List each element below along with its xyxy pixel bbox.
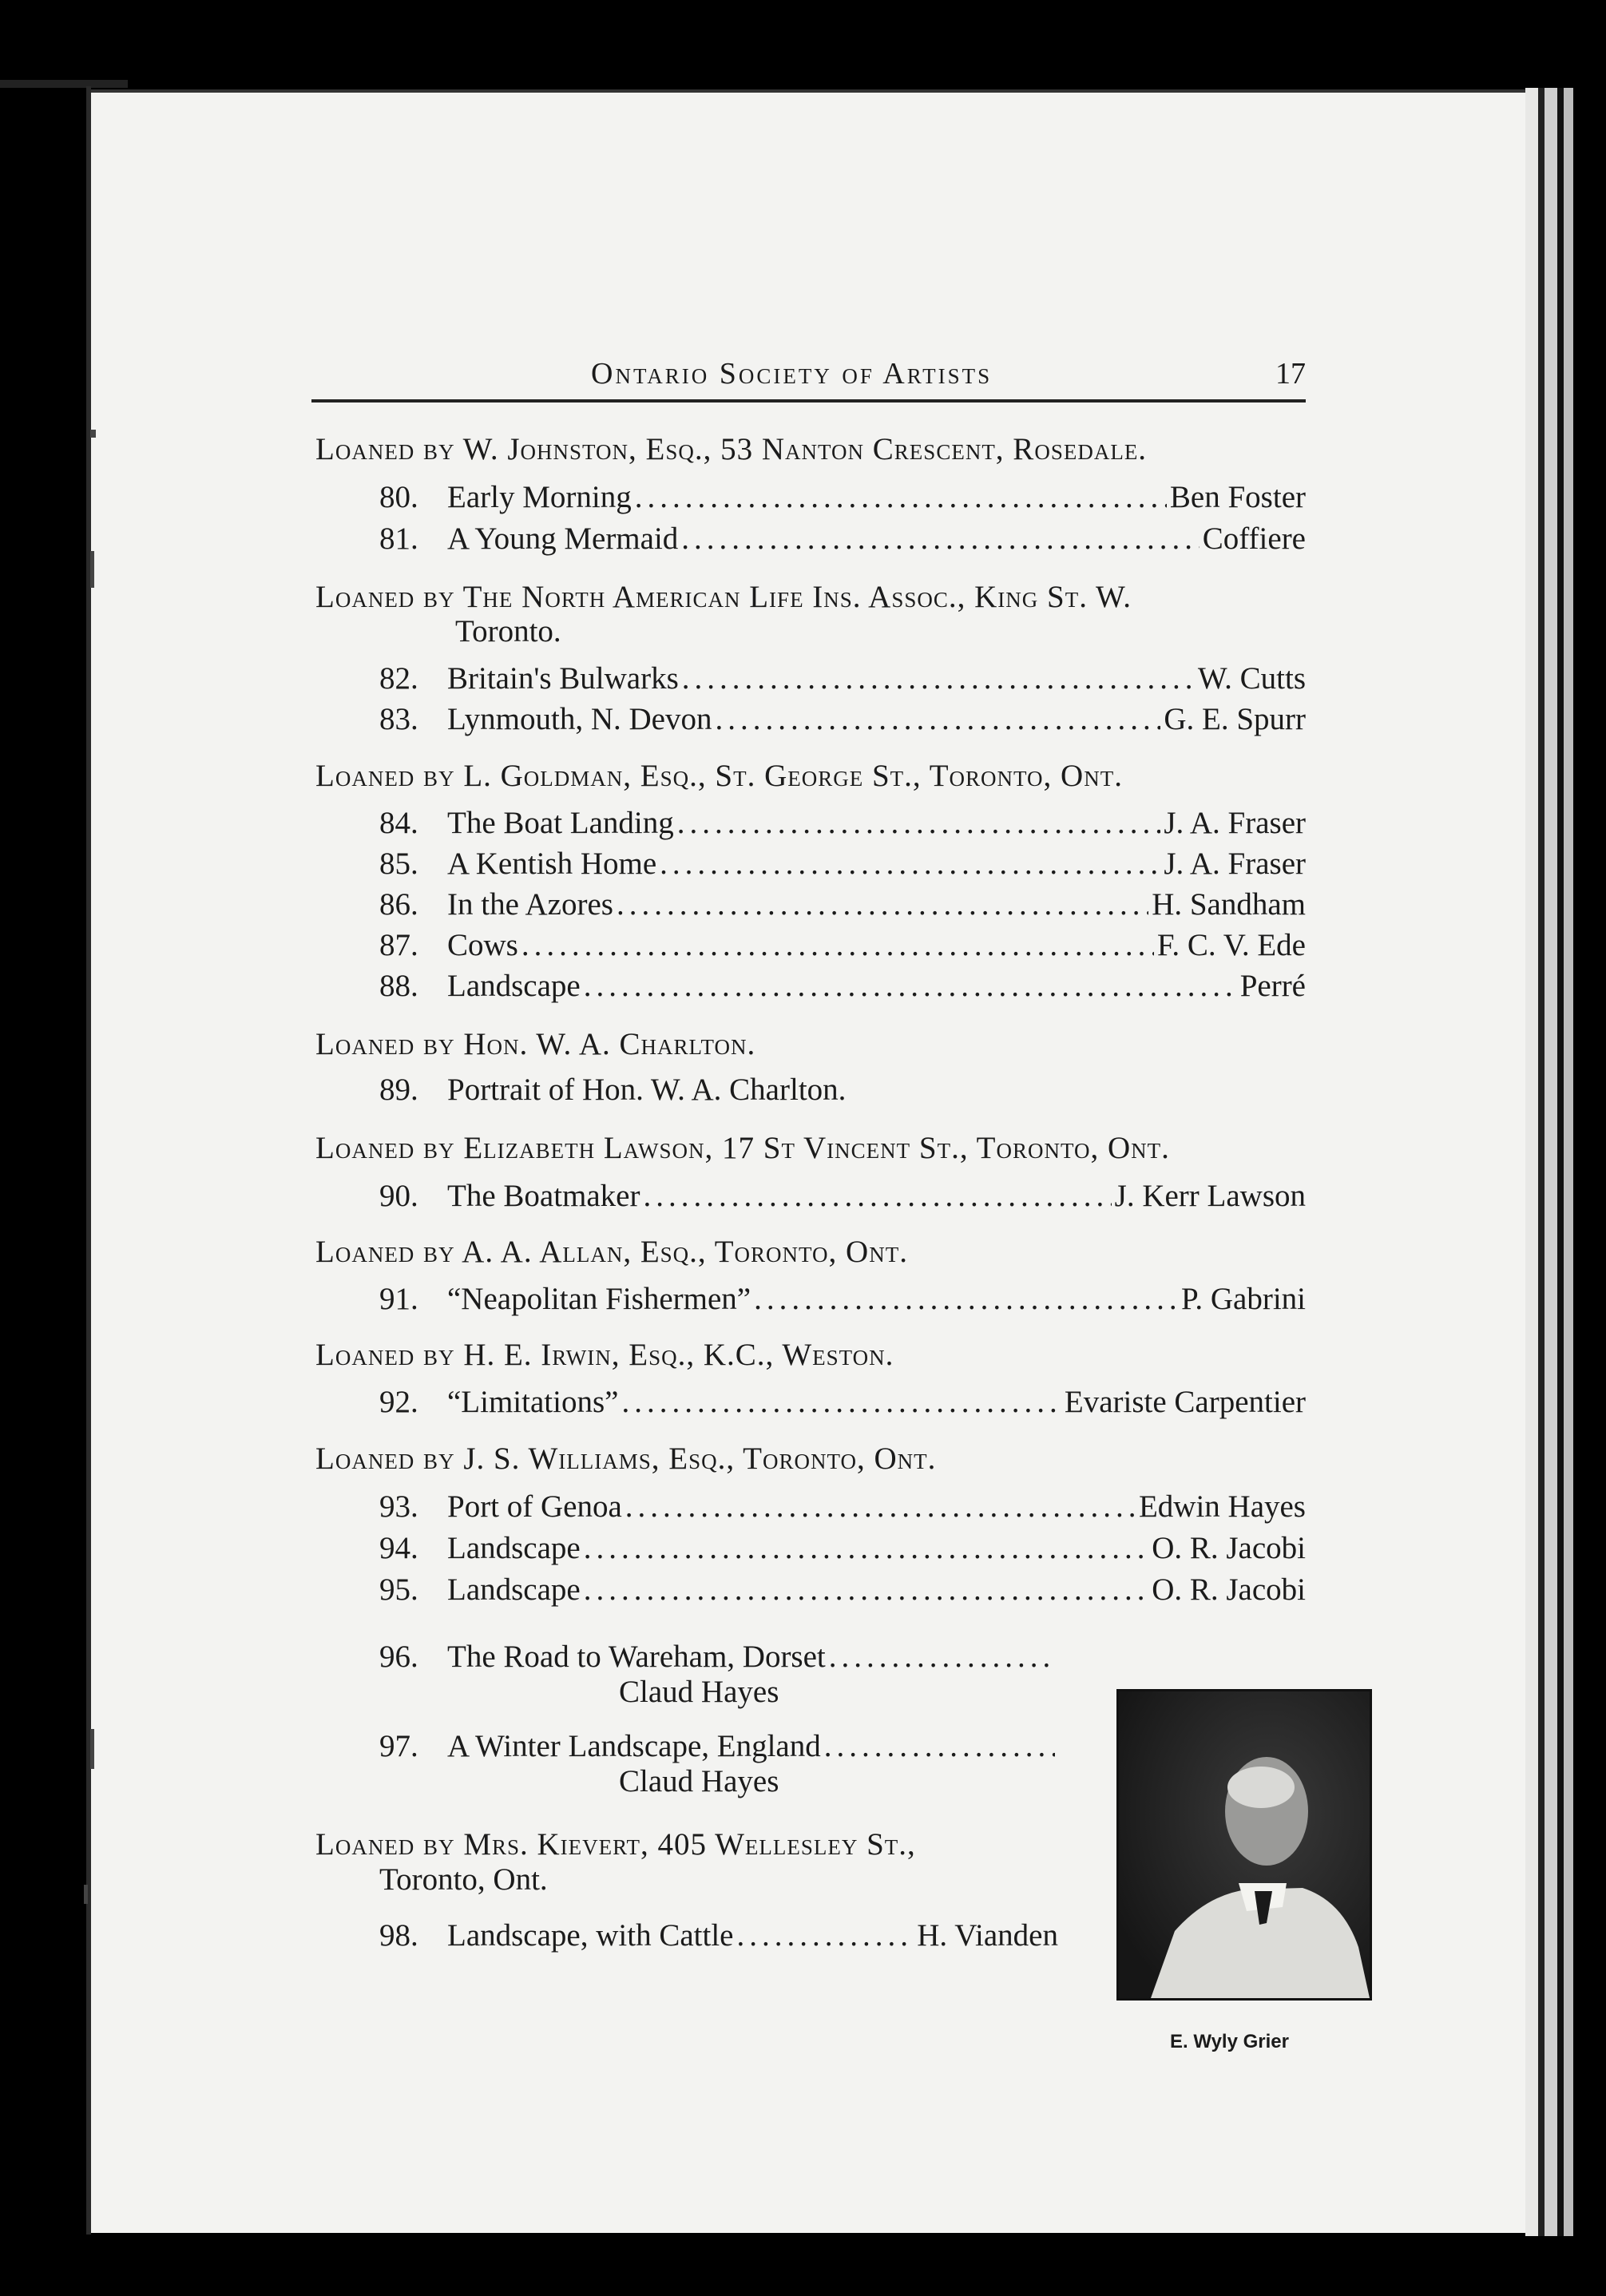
leader-dots <box>584 966 1237 1006</box>
entry-number: 93. <box>379 1489 418 1524</box>
lender-line: Loaned by Hon. W. A. Charlton. <box>315 1027 756 1061</box>
leader-dots <box>660 844 1160 884</box>
entry-number: 96. <box>379 1640 418 1674</box>
entry-title: The Boat Landing <box>447 806 674 840</box>
leader-dots <box>677 803 1161 843</box>
catalogue-entry <box>379 1727 1058 1767</box>
entry-artist: J. Kerr Lawson <box>1114 1179 1306 1213</box>
catalogue-entry <box>379 1529 1306 1568</box>
entry-title: Landscape, with Cattle <box>447 1918 734 1953</box>
catalogue-entry <box>379 700 1306 740</box>
catalogue-entry <box>379 1637 1058 1677</box>
leader-dots <box>635 478 1167 517</box>
entry-title: In the Azores <box>447 887 613 922</box>
entry-title: “Neapolitan Fishermen” <box>447 1282 751 1316</box>
margin-mark <box>84 1885 88 1904</box>
entry-artist: Edwin Hayes <box>1138 1489 1306 1524</box>
entry-artist: O. R. Jacobi <box>1152 1572 1306 1607</box>
entry-number: 97. <box>379 1729 418 1763</box>
portrait-caption: E. Wyly Grier <box>1170 2031 1289 2052</box>
running-title: Ontario Society of Artists <box>591 357 993 391</box>
entry-artist: Ben Foster <box>1169 480 1306 514</box>
page-left-edge <box>86 86 91 2235</box>
catalogue-entry <box>379 1382 1306 1422</box>
catalogue-entry <box>379 1570 1306 1610</box>
catalogue-entry <box>379 519 1306 559</box>
leader-dots <box>521 926 1154 966</box>
entry-artist: P. Gabrini <box>1181 1282 1306 1316</box>
entry-artist: O. R. Jacobi <box>1152 1531 1306 1565</box>
leader-dots <box>625 1487 1136 1527</box>
entry-number: 80. <box>379 480 418 514</box>
entry-number: 90. <box>379 1179 418 1213</box>
page-number: 17 <box>1275 357 1306 391</box>
lender-line: Loaned by Elizabeth Lawson, 17 St Vincent St., Toronto, Ont. <box>315 1131 1170 1165</box>
leader-dots <box>584 1570 1148 1610</box>
leader-dots <box>736 1916 914 1956</box>
entry-title: Landscape <box>447 1531 581 1565</box>
catalogue-entry <box>379 1070 1306 1110</box>
lender-continuation: Toronto, Ont. <box>379 1862 548 1897</box>
entry-number: 94. <box>379 1531 418 1565</box>
catalogue-entry <box>379 885 1306 925</box>
entry-artist: Evariste Carpentier <box>1064 1385 1306 1419</box>
entry-title: A Winter Landscape, England <box>447 1729 821 1763</box>
leader-dots <box>715 700 1160 740</box>
entry-artist: Coffiere <box>1202 521 1306 556</box>
entry-artist: Claud Hayes <box>619 1764 779 1798</box>
entry-title: Britain's Bulwarks <box>447 661 679 696</box>
entry-number: 87. <box>379 928 418 962</box>
entry-number: 91. <box>379 1282 418 1316</box>
lender-line: Loaned by Mrs. Kievert, 405 Wellesley St., <box>315 1827 916 1862</box>
catalogue-entry <box>379 844 1306 884</box>
leader-dots <box>617 885 1148 925</box>
entry-number: 95. <box>379 1572 418 1607</box>
page-shadow <box>0 80 128 88</box>
entry-title: A Young Mermaid <box>447 521 679 556</box>
catalogue-entry <box>379 926 1306 966</box>
leader-dots <box>681 519 1199 559</box>
entry-artist: G. E. Spurr <box>1164 702 1306 736</box>
entry-artist: W. Cutts <box>1197 661 1306 696</box>
entry-title: Early Morning <box>447 480 632 514</box>
catalogue-entry <box>379 478 1306 517</box>
entry-artist: J. A. Fraser <box>1164 806 1306 840</box>
lender-line: Loaned by W. Johnston, Esq., 53 Nanton Crescent, Rosedale. <box>315 432 1148 466</box>
entry-number: 83. <box>379 702 418 736</box>
portrait-photo <box>1116 1689 1372 2001</box>
book-spine <box>1525 88 1573 2236</box>
entry-number: 98. <box>379 1918 418 1953</box>
entry-artist: Perré <box>1239 969 1306 1003</box>
entry-title: The Road to Wareham, Dorset <box>447 1640 826 1674</box>
entry-title: “Limitations” <box>447 1385 619 1419</box>
leader-dots <box>621 1382 1061 1422</box>
entry-artist: H. Vianden <box>917 1918 1058 1953</box>
lender-line: Loaned by L. Goldman, Esq., St. George St., Toronto, Ont. <box>315 759 1123 793</box>
entry-title: Cows <box>447 928 518 962</box>
entry-artist: F. C. V. Ede <box>1156 928 1306 962</box>
entry-number: 89. <box>379 1073 418 1107</box>
catalogue-entry <box>379 1279 1306 1319</box>
entry-title: Landscape <box>447 1572 581 1607</box>
entry-title: A Kentish Home <box>447 847 657 881</box>
catalogue-entry <box>379 1916 1058 1956</box>
entry-number: 82. <box>379 661 418 696</box>
lender-line: Loaned by A. A. Allan, Esq., Toronto, Ont. <box>315 1235 908 1269</box>
entry-artist: Claud Hayes <box>619 1675 779 1709</box>
entry-number: 92. <box>379 1385 418 1419</box>
entry-artist: H. Sandham <box>1152 887 1306 922</box>
entry-title: The Boatmaker <box>447 1179 640 1213</box>
leader-dots <box>829 1637 1055 1677</box>
portrait-figure <box>1119 1691 1370 1998</box>
catalogue-entry <box>379 659 1306 699</box>
entry-title: Portrait of Hon. W. A. Charlton. <box>447 1073 847 1107</box>
lender-line: Loaned by The North American Life Ins. Assoc., King St. W. <box>315 580 1132 614</box>
catalogue-entry <box>379 1487 1306 1527</box>
leader-dots <box>584 1529 1148 1568</box>
catalogue-entry <box>379 1176 1306 1216</box>
entry-number: 88. <box>379 969 418 1003</box>
lender-line: Loaned by J. S. Williams, Esq., Toronto, Ont. <box>315 1441 937 1476</box>
leader-dots <box>682 659 1195 699</box>
margin-mark <box>90 551 94 588</box>
leader-dots <box>824 1727 1055 1767</box>
lender-line: Loaned by H. E. Irwin, Esq., K.C., Weston. <box>315 1338 894 1372</box>
entry-number: 85. <box>379 847 418 881</box>
lender-continuation: Toronto. <box>455 614 561 648</box>
entry-number: 81. <box>379 521 418 556</box>
margin-mark <box>90 1729 94 1769</box>
entry-title: Port of Genoa <box>447 1489 622 1524</box>
running-header <box>311 351 1306 402</box>
entry-title: Landscape <box>447 969 581 1003</box>
entry-number: 84. <box>379 806 418 840</box>
entry-title: Lynmouth, N. Devon <box>447 702 712 736</box>
catalogue-entry <box>379 966 1306 1006</box>
margin-mark <box>90 430 96 438</box>
catalogue-entry <box>379 803 1306 843</box>
leader-dots <box>643 1176 1111 1216</box>
entry-artist: J. A. Fraser <box>1164 847 1306 881</box>
leader-dots <box>754 1279 1178 1319</box>
entry-number: 86. <box>379 887 418 922</box>
